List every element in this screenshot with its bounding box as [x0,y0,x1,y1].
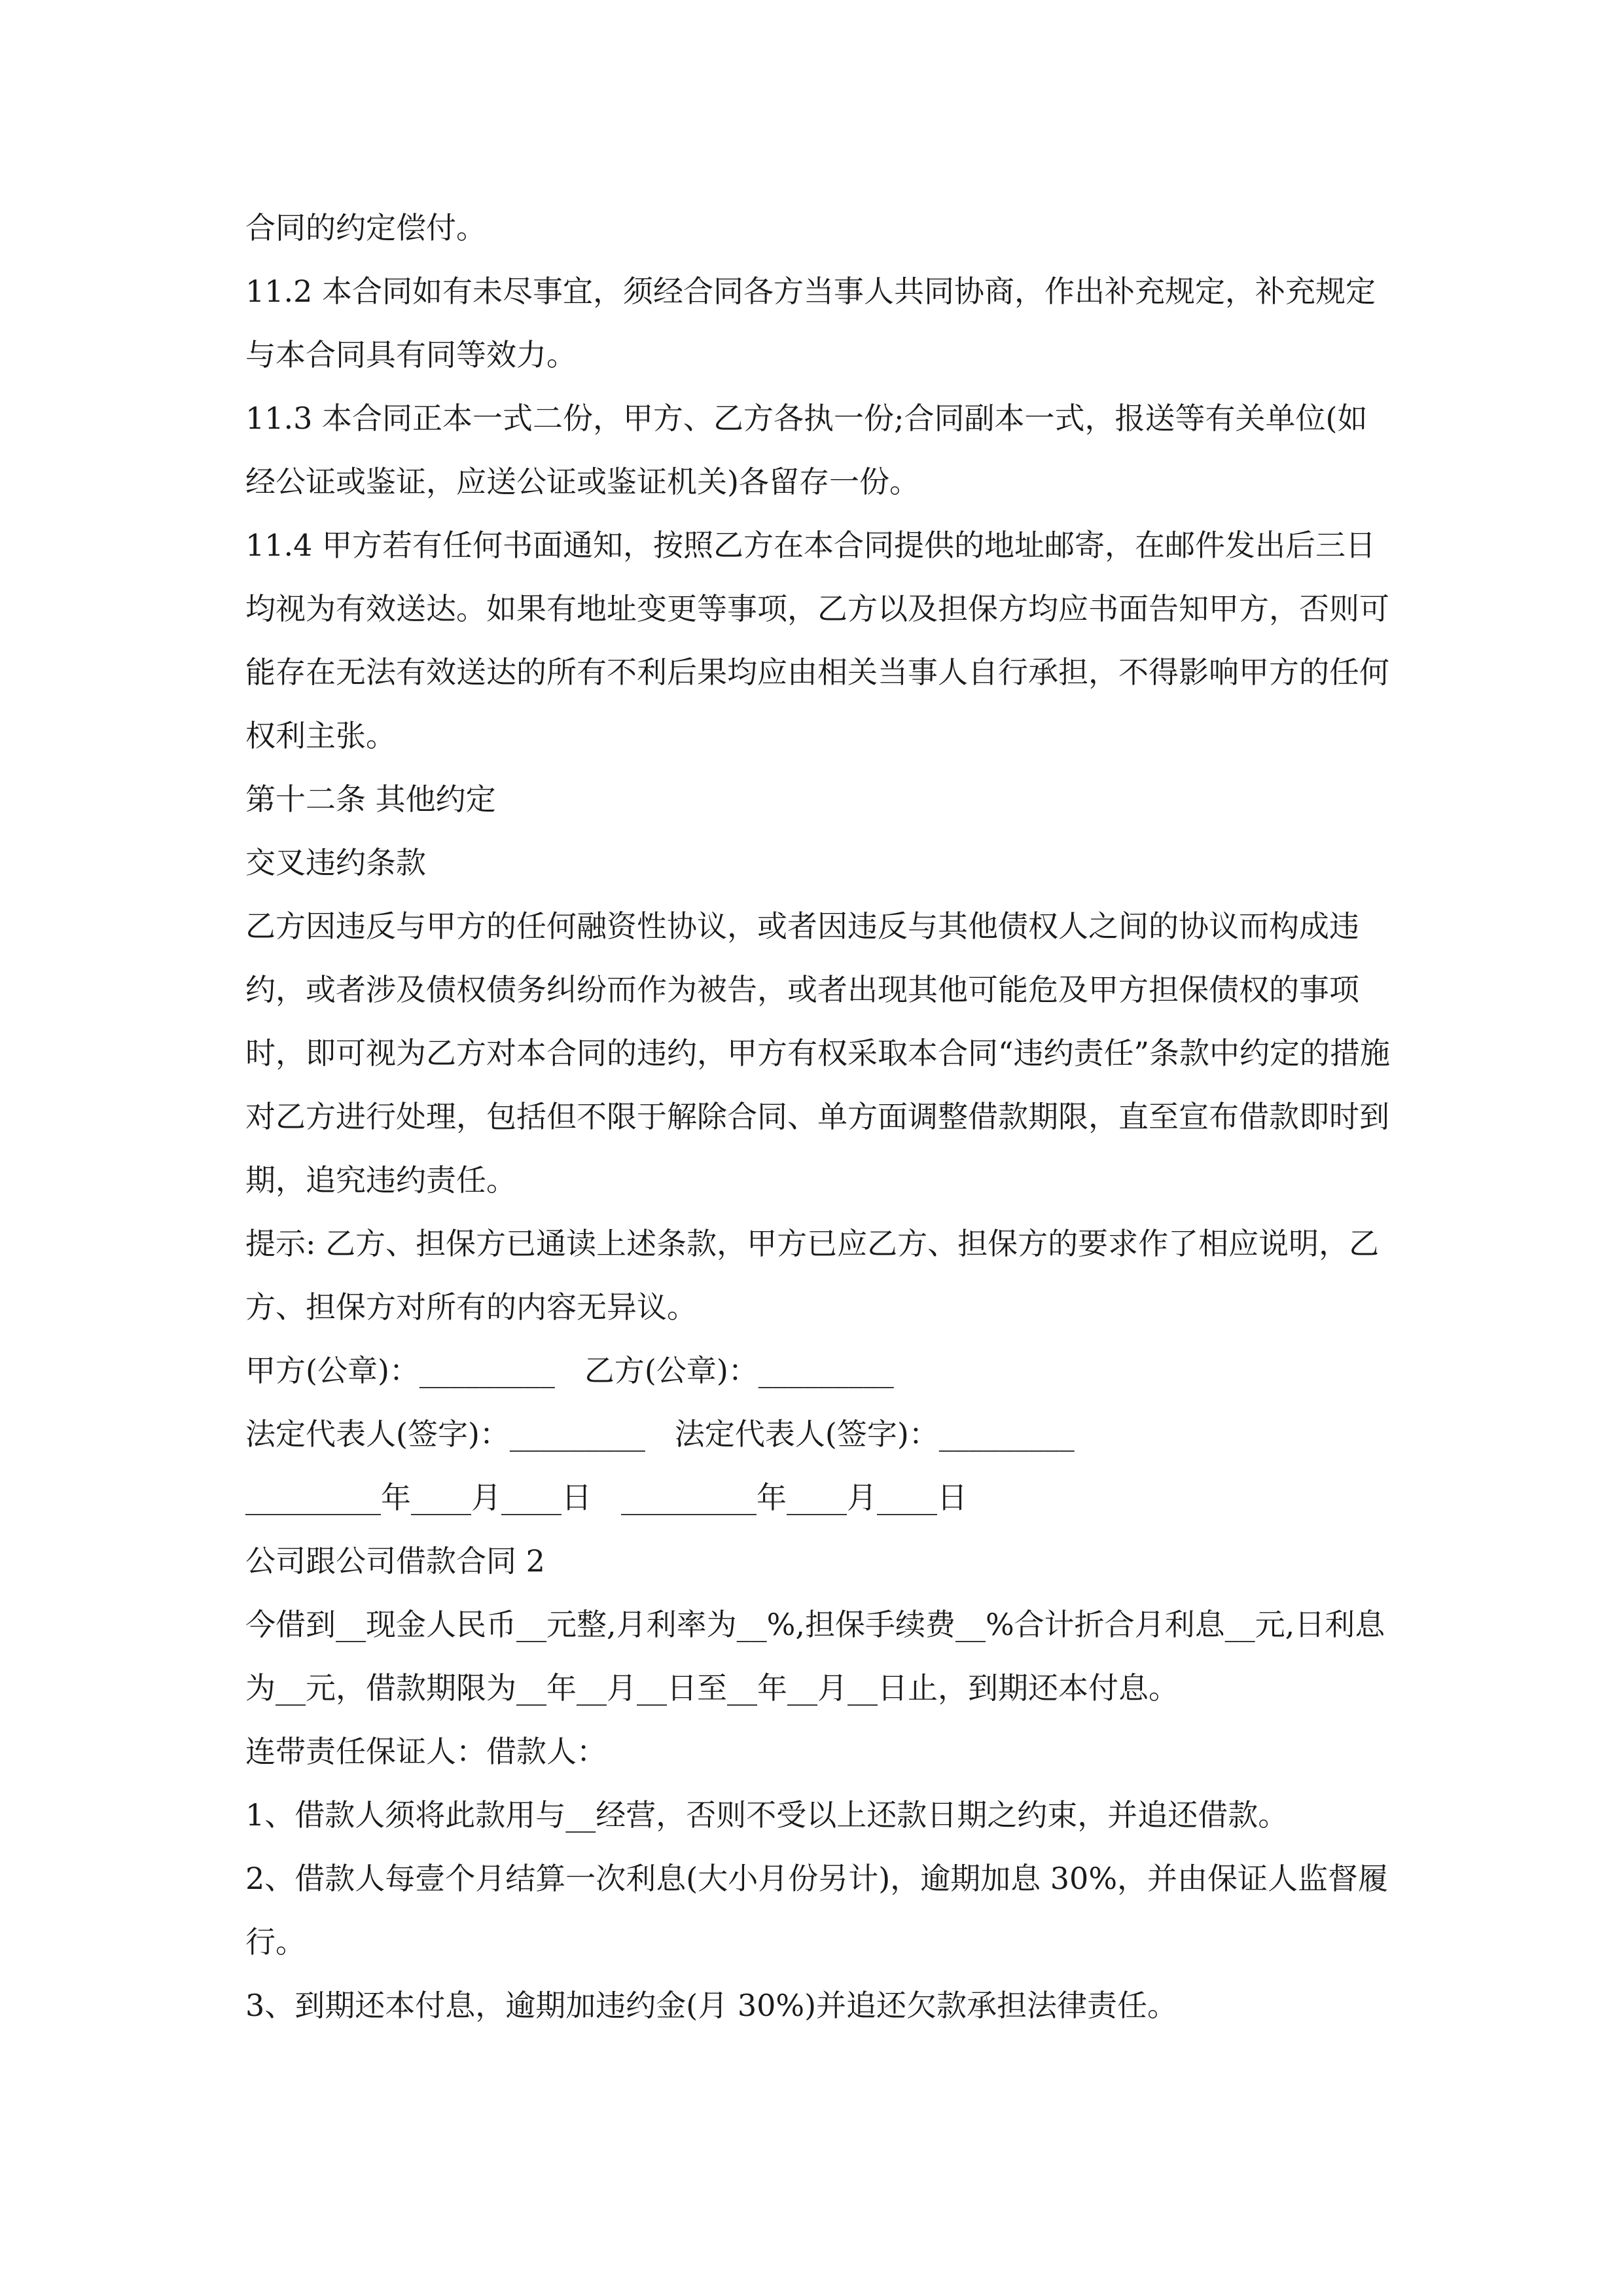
clause-11-3: 11.3 本合同正本一式二份，甲方、乙方各执一份;合同副本一式，报送等有关单位(如经公证或鉴证，应送公证或鉴证机关)各留存一份。 [245,401,1368,499]
term-2: 2、借款人每壹个月结算一次利息(大小月份另计)，逾期加息 30%，并由保证人监督履行。 [245,1861,1389,1960]
clause-11-2: 11.2 本合同如有未尽事宜，须经合同各方当事人共同协商，作出补充规定，补充规定与本合同具有同等效力。 [245,274,1376,372]
document-page [245,196,1397,2037]
term-1: 1、借款人须将此款用与__经营，否则不受以上还款日期之约束，并追还借款。 [245,1797,1289,1833]
cross-default-clause: 乙方因违反与甲方的任何融资性协议，或者因违反与其他债权人之间的协议而构成违约，或者涉及债权债务纠纷而作为被告，或者出现其他可能危及甲方担保债权的事项时，即可视为乙方对本合同的违约，甲方有权采取本合同“违约责任”条款中约定的措施对乙方进行处理，包括但不限于解除合同、单方面调整借款期限，直至宣布借款即时到期，追究违约责任。 [245,908,1391,1198]
representative-line [245,1403,1397,1466]
party-b-representative: 法定代表人(签字)：_________ [674,1416,1075,1452]
term-3: 3、到期还本付息，逾期加违约金(月 30%)并追还欠款承担法律责任。 [245,1988,1178,2023]
party-b-seal: 乙方(公章)：_________ [584,1353,894,1388]
paragraph-continuation: 合同的约定偿付。 [245,210,486,245]
loan-terms-paragraph: 今借到__现金人民币__元整,月利率为__%,担保手续费__%合计折合月利息__元,日利息为__元，借款期限为__年__月__日至__年__月__日止，到期还本付息。 [245,1607,1385,1706]
guarantor-borrower-line: 连带责任保证人：借款人： [245,1734,607,1769]
article-12-heading: 第十二条 其他约定 [245,781,496,817]
clause-11-4: 11.4 甲方若有任何书面通知，按照乙方在本合同提供的地址邮寄，在邮件发出后三日均视为有效送达。如果有地址变更等事项，乙方以及担保方均应书面告知甲方，否则可能存在无法有效送达的所有不利后果均应由相关当事人自行承担，不得影响甲方的任何权利主张。 [245,528,1389,753]
contract-2-title: 公司跟公司借款合同 2 [245,1543,545,1579]
cross-default-heading: 交叉违约条款 [245,845,426,880]
party-a-seal: 甲方(公章)：_________ [245,1353,555,1388]
notice-paragraph: 提示: 乙方、担保方已通读上述条款，甲方已应乙方、担保方的要求作了相应说明，乙方、担保方对所有的内容无异议。 [245,1226,1380,1325]
party-a-representative: 法定代表人(签字)：_________ [245,1416,645,1452]
seal-line [245,1339,1397,1403]
party-b-date: _________年____月____日 [621,1480,967,1515]
date-line [245,1466,1397,1530]
party-a-date: _________年____月____日 [245,1480,592,1515]
